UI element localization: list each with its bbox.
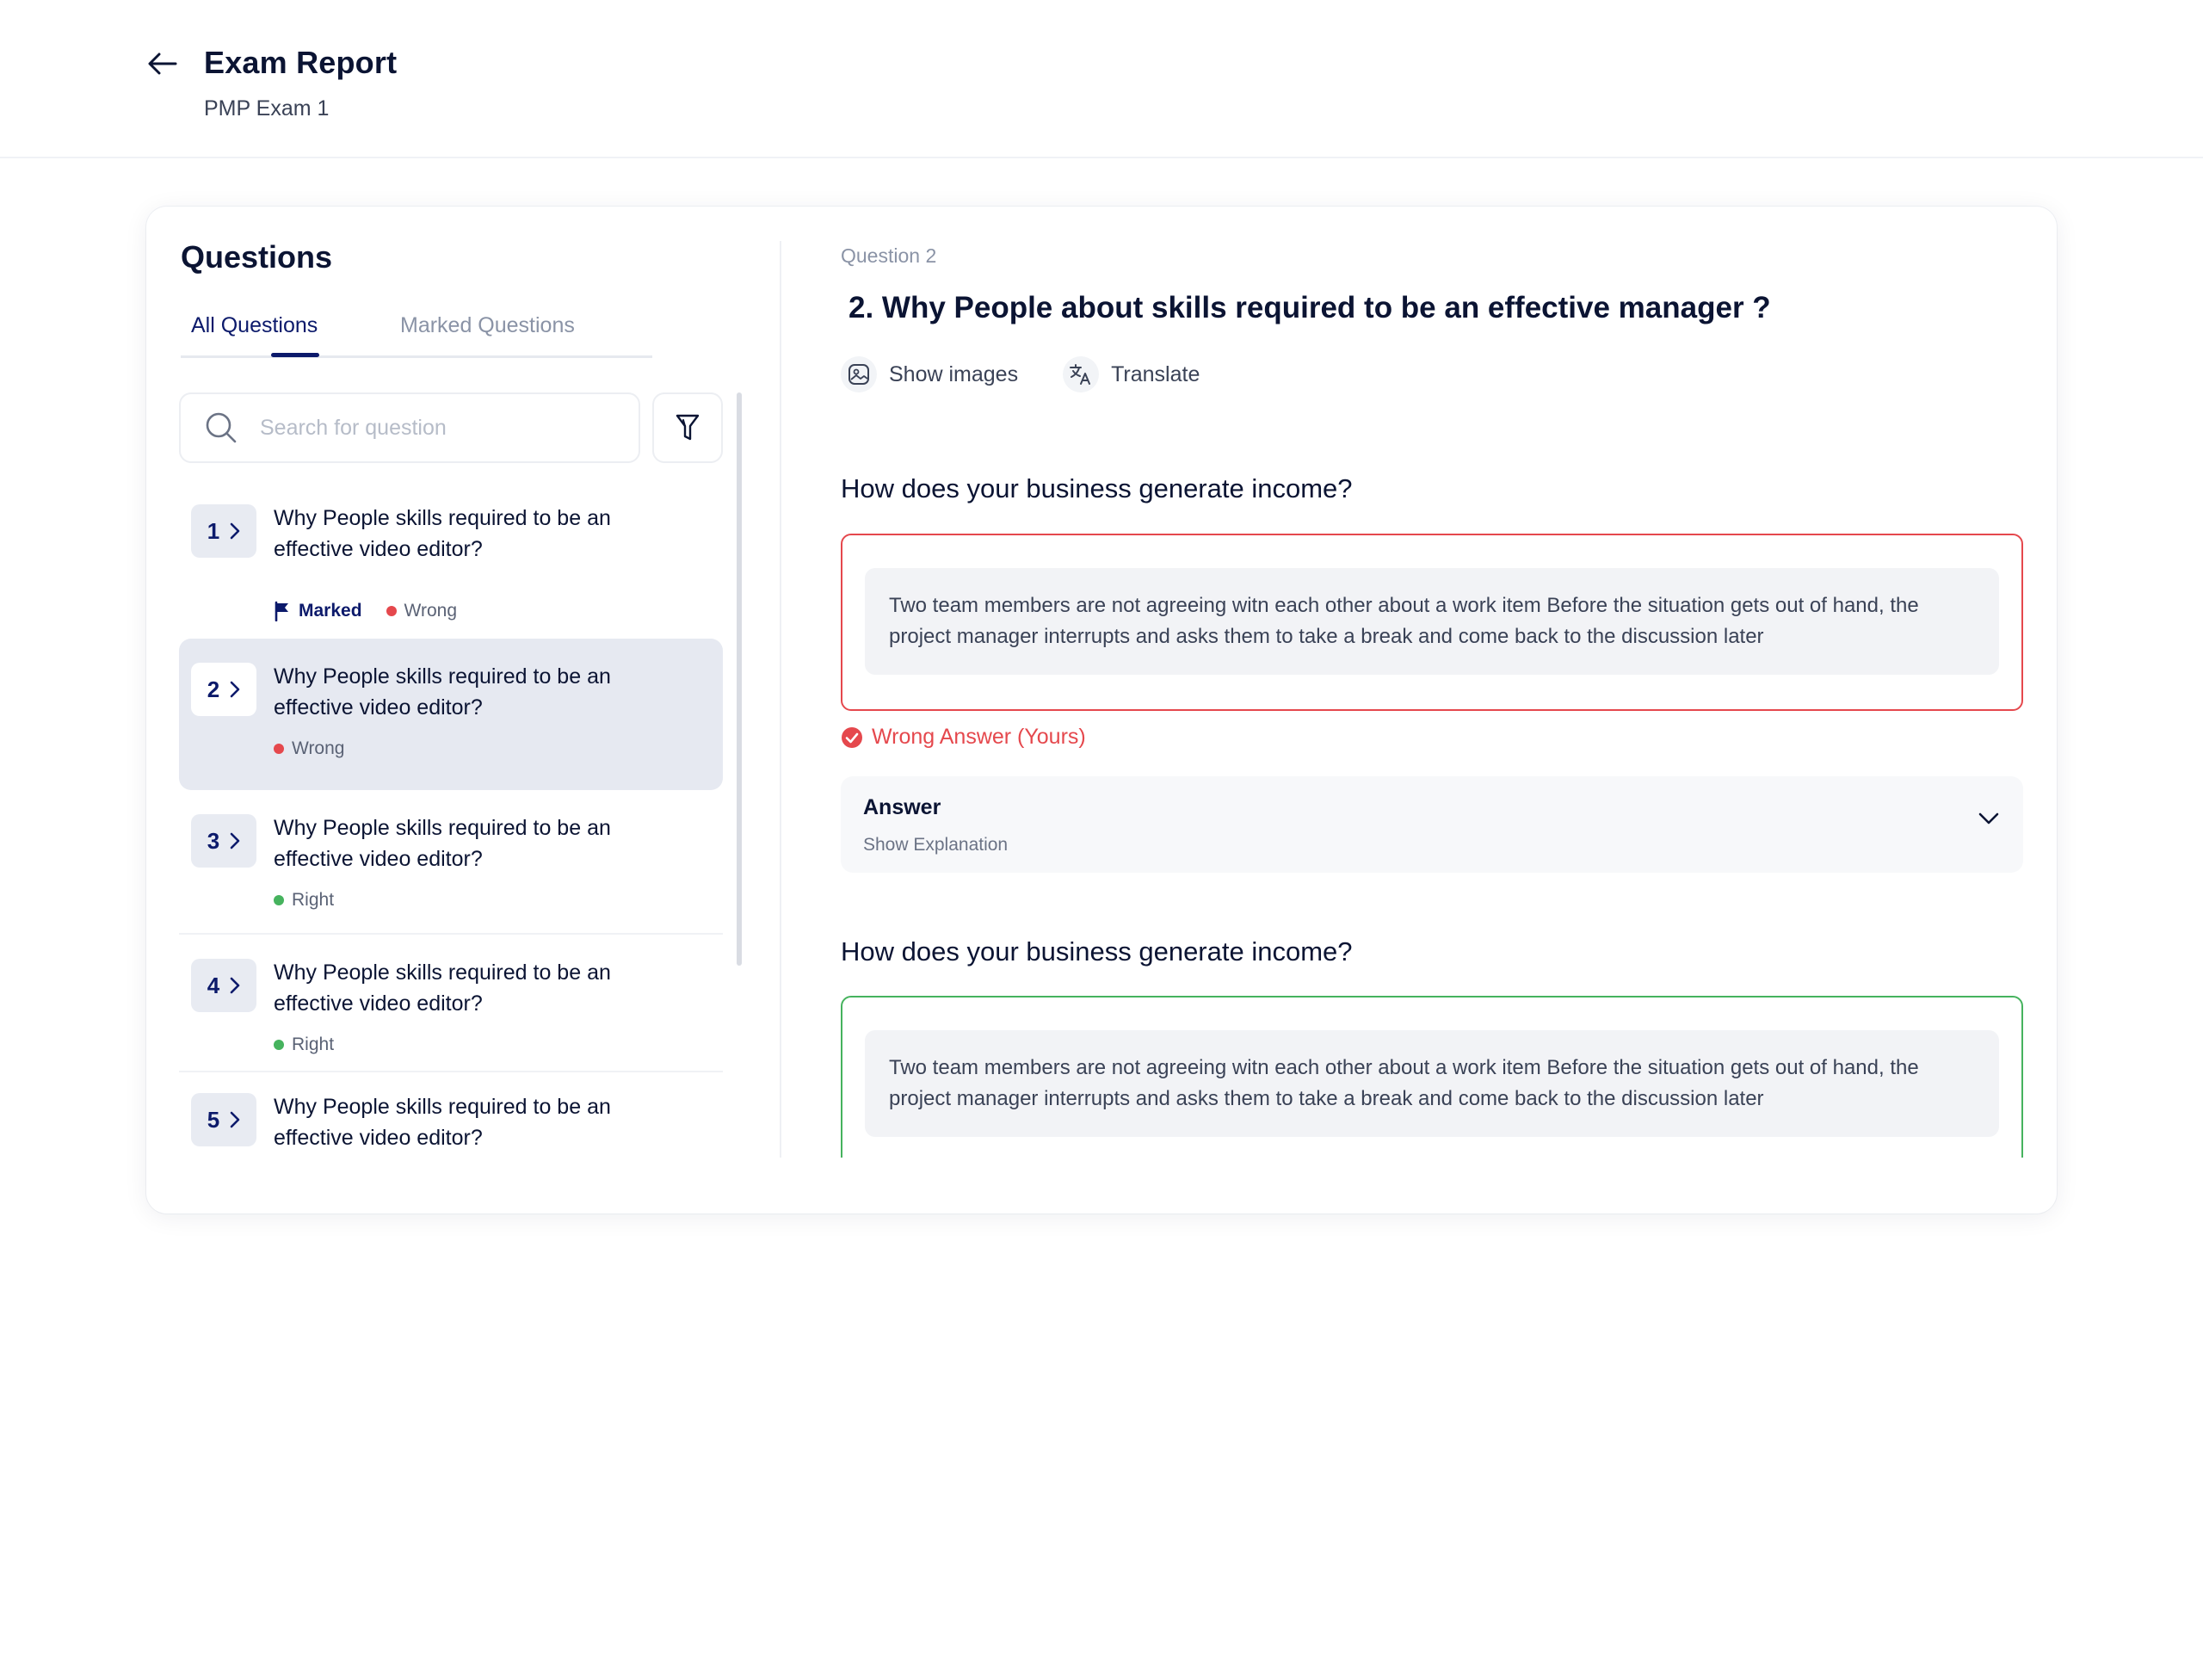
page-subtitle: PMP Exam 1: [204, 96, 330, 120]
question-label: Question 2: [841, 244, 937, 267]
status-label: Wrong: [292, 738, 345, 758]
check-circle-icon: [841, 726, 863, 749]
translate-button[interactable]: [1063, 356, 1200, 392]
chevron-right-icon: [230, 681, 240, 698]
sub-question-prompt: How does your business generate income?: [841, 936, 1353, 967]
question-tags: [274, 1035, 334, 1055]
chevron-right-icon: [230, 832, 240, 849]
question-text: Why People skills required to be an effective video editor?: [274, 960, 611, 1016]
question-detail: [781, 207, 2057, 1158]
question-1-tags: [274, 601, 457, 621]
status-tag: [274, 738, 344, 759]
question-tags: [274, 738, 344, 759]
question-tabs: [181, 308, 652, 358]
question-text: Why People skills required to be an effective video editor?: [274, 1095, 611, 1150]
chevron-right-icon: [230, 1111, 240, 1128]
question-text: Why People skills required to be an effective video editor?: [274, 816, 611, 871]
status-tag: [274, 1035, 334, 1055]
question-number: 1: [207, 517, 220, 544]
report-card: [146, 207, 2057, 1214]
back-button[interactable]: [145, 48, 181, 79]
chevron-right-icon: [230, 977, 240, 994]
question-number: 4: [207, 972, 220, 998]
chevron-right-icon: [230, 522, 240, 540]
search-input[interactable]: [260, 416, 621, 441]
answer-option[interactable]: Two team members are not agreeing witn each other about a work item Before the situation gets out of hand, the project manager interrupts and asks them to take a break and come back to the discussion later: [865, 568, 1999, 675]
answer-box-right: [841, 996, 2023, 1158]
chevron-down-icon: [1978, 812, 1999, 825]
sub-question-prompt: How does your business generate income?: [841, 473, 1353, 503]
questions-panel: [146, 207, 781, 1158]
question-number-badge: [191, 663, 256, 716]
question-number: 5: [207, 1106, 220, 1133]
translate-icon: [1063, 356, 1099, 392]
filter-icon: [675, 413, 700, 442]
answer-option[interactable]: Two team members are not agreeing witn each other about a work item Before the situation gets out of hand, the project manager interrupts and asks them to take a break and come back to the discussion later: [865, 1030, 1999, 1137]
question-item-3[interactable]: [179, 790, 723, 935]
status-tag: [274, 890, 334, 911]
answer-explanation-toggle[interactable]: [841, 776, 2023, 873]
question-number: 3: [207, 827, 220, 854]
question-number: 2: [207, 676, 220, 702]
show-images-label: Show images: [889, 361, 1019, 386]
question-list: [179, 480, 723, 1158]
page-title: Exam Report: [204, 45, 398, 80]
explanation-subtitle: Show Explanation: [863, 835, 1009, 855]
status-label: Wrong: [404, 601, 458, 621]
questions-title: Questions: [181, 239, 333, 275]
question-text: Why People skills required to be an effective video editor?: [274, 506, 611, 561]
question-text: Why People skills required to be an effective video editor?: [274, 664, 611, 720]
question-number-badge: [191, 814, 256, 868]
question-item-4[interactable]: [179, 935, 723, 1072]
status-tag: [386, 601, 457, 621]
question-item-5[interactable]: [179, 1072, 723, 1158]
flag-icon: [274, 601, 291, 621]
marked-label: Marked: [299, 601, 362, 621]
marked-tag: [274, 601, 362, 621]
status-label: Right: [292, 1035, 335, 1054]
search-icon: [205, 411, 238, 444]
question-number-badge: [191, 1093, 256, 1146]
answer-box-wrong: [841, 534, 2023, 711]
status-dot: [274, 1040, 284, 1050]
page-header: [0, 0, 2203, 158]
status-dot: [386, 606, 397, 616]
wrong-answer-label: [841, 725, 1086, 750]
question-number-badge: [191, 959, 256, 1012]
image-icon: [841, 356, 877, 392]
tab-marked-questions[interactable]: Marked Questions: [400, 313, 575, 337]
question-heading: 2. Why People about skills required to be an effective manager ?: [848, 291, 1771, 324]
filter-button[interactable]: [652, 392, 723, 463]
tab-all-questions[interactable]: All Questions: [191, 313, 318, 337]
search-box[interactable]: [179, 392, 640, 463]
status-dot: [274, 895, 284, 905]
question-tags: [274, 890, 334, 911]
status-label: Right: [292, 890, 335, 910]
status-dot: [274, 744, 284, 754]
result-label-text: Wrong Answer (Yours): [872, 725, 1086, 749]
active-tab-indicator: [271, 353, 319, 357]
question-item-2[interactable]: [179, 639, 723, 790]
show-images-button[interactable]: [841, 356, 1018, 392]
arrow-left-icon: [148, 52, 177, 75]
question-tools: [841, 356, 1200, 392]
translate-label: Translate: [1111, 361, 1200, 386]
question-list-scrollbar[interactable]: [737, 392, 742, 966]
explanation-title: Answer: [863, 795, 941, 819]
question-number-badge: [191, 504, 256, 558]
